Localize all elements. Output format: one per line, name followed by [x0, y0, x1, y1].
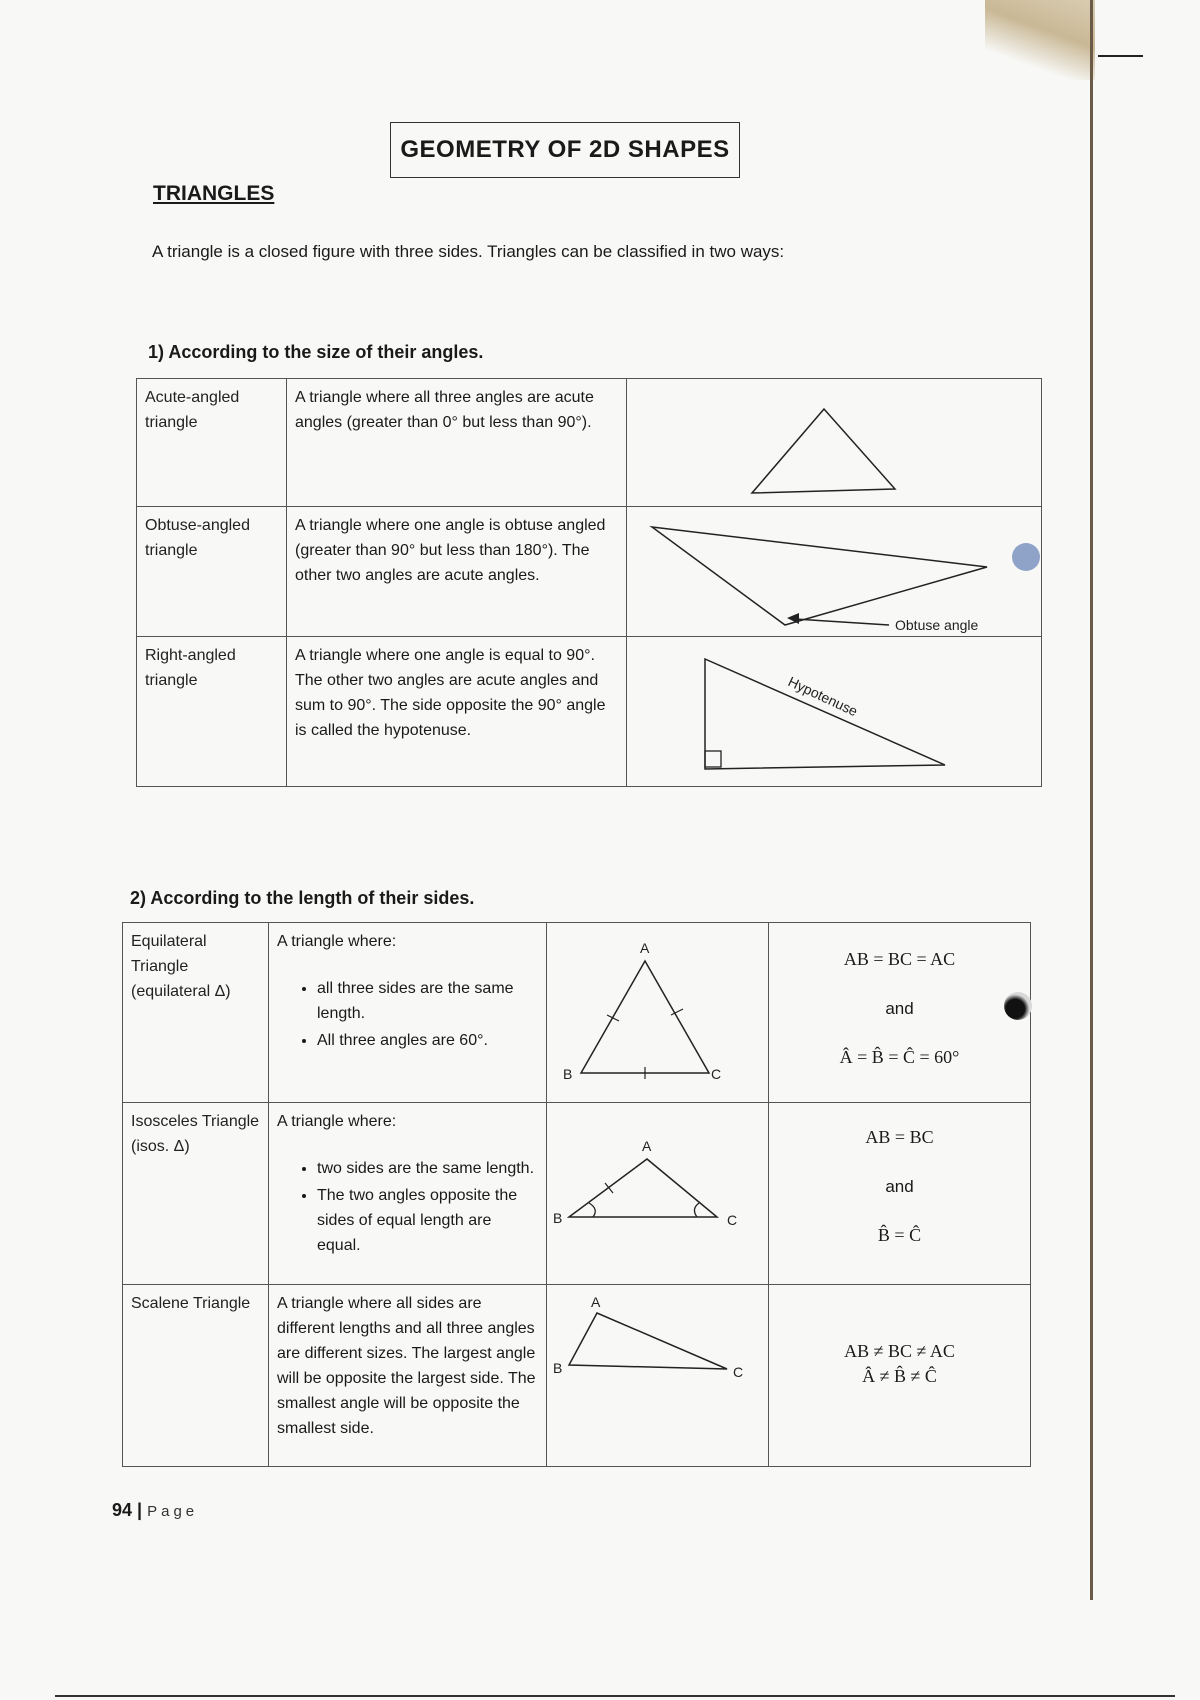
obtuse-angle-label: Obtuse angle [895, 617, 979, 633]
vertex-a-label: A [640, 940, 650, 956]
table-row [123, 1103, 1031, 1285]
right-triangle-figure [627, 637, 1042, 787]
row-description: A triangle where all three angles are acute angles (greater than 0° but less than 90°). [287, 379, 627, 507]
page-right-edge [1090, 0, 1093, 1600]
blue-marker-dot [1012, 543, 1040, 571]
table-row [137, 637, 1042, 787]
page-word: Page [147, 1503, 199, 1520]
row-name: Isosceles Triangle (isos. Δ) [123, 1103, 269, 1285]
list-item: • The two angles opposite the sides of equal length are equal. [317, 1183, 538, 1258]
scalene-triangle-figure [547, 1285, 769, 1467]
vertex-c-label: C [733, 1364, 744, 1380]
ink-mark-dot [1004, 992, 1032, 1020]
label-pointer [795, 619, 889, 625]
row-intro: A triangle where: [277, 1113, 397, 1130]
page-number: 94 [112, 1500, 133, 1520]
vertex-a-label: A [591, 1294, 601, 1310]
acute-triangle-figure [627, 379, 1042, 507]
row-description: A triangle where one angle is obtuse angled (greater than 90° but less than 180°). The other two angles are acute angles. [287, 507, 627, 637]
relations-cell [769, 1103, 1031, 1285]
relation-connector: and [885, 1177, 914, 1196]
acute-triangle-shape [752, 409, 895, 493]
table-row [137, 379, 1042, 507]
row-name: Equilateral Triangle (equilateral Δ) [123, 923, 269, 1103]
sides-section-heading: 2) According to the length of their sides. [130, 888, 475, 908]
isosceles-triangle-figure [547, 1103, 769, 1285]
obtuse-triangle-shape [652, 527, 987, 625]
relation-connector: and [885, 999, 914, 1018]
side-relation: AB = BC = AC [843, 949, 956, 969]
bullet-list [277, 976, 538, 1053]
table-row [137, 507, 1042, 637]
angle-relation: Â = B̂ = Ĉ = 60° [839, 1047, 960, 1067]
angle-relation: Â ≠ B̂ ≠ Ĉ [862, 1366, 937, 1386]
equilateral-triangle-shape [581, 961, 709, 1073]
equilateral-triangle-figure [547, 923, 769, 1103]
vertex-a-label: A [642, 1138, 652, 1154]
right-angle-marker [705, 751, 721, 767]
section-heading: TRIANGLES [153, 182, 275, 205]
list-item: • All three angles are 60°. [317, 1028, 538, 1053]
vertex-b-label: B [563, 1066, 573, 1082]
row-name: Obtuse-angled triangle [137, 507, 287, 637]
vertex-c-label: C [727, 1212, 738, 1228]
row-intro: A triangle where: [277, 933, 397, 950]
side-relation: AB ≠ BC ≠ AC [844, 1341, 955, 1361]
row-description: A triangle where all sides are different lengths and all three angles are different sizes. The largest angle will be opposite the largest side. The smallest angle will be opposite the smallest side. [269, 1285, 547, 1467]
vertex-b-label: B [553, 1210, 563, 1226]
angle-arc-c [694, 1203, 699, 1217]
page-corner-curl [985, 0, 1095, 80]
side-relation: AB = BC [865, 1127, 934, 1147]
intro-paragraph: A triangle is a closed figure with three sides. Triangles can be classified in two ways: [152, 242, 785, 261]
page-title: GEOMETRY OF 2D SHAPES [390, 122, 740, 178]
angle-arc-b [589, 1203, 595, 1217]
edge-mark [1098, 55, 1143, 57]
table-row [123, 1285, 1031, 1467]
row-name: Acute-angled triangle [137, 379, 287, 507]
sides-table [122, 922, 1031, 1467]
table-row [123, 923, 1031, 1103]
row-name: Right-angled triangle [137, 637, 287, 787]
row-description: A triangle where one angle is equal to 90°. The other two angles are acute angles and sum to 90°. The side opposite the 90° angle is called the hypotenuse. [287, 637, 627, 787]
hypotenuse-label: Hypotenuse [785, 673, 861, 720]
page-separator: | [137, 1500, 143, 1520]
angles-section-heading: 1) According to the size of their angles. [148, 342, 484, 362]
scalene-triangle-shape [569, 1313, 727, 1369]
row-name: Scalene Triangle [123, 1285, 269, 1467]
bullet-list [277, 1156, 538, 1258]
page-footer [112, 1500, 198, 1521]
angles-table [136, 378, 1042, 787]
list-item: • two sides are the same length. [317, 1156, 538, 1181]
angle-relation: B̂ = Ĉ [877, 1225, 922, 1245]
vertex-b-label: B [553, 1360, 563, 1376]
list-item: • all three sides are the same length. [317, 976, 538, 1026]
right-triangle-shape [705, 659, 945, 769]
row-description [269, 923, 547, 1103]
page-bottom-edge [55, 1695, 1175, 1697]
relations-cell [769, 923, 1031, 1103]
vertex-c-label: C [711, 1066, 722, 1082]
relations-cell [769, 1285, 1031, 1467]
row-description [269, 1103, 547, 1285]
obtuse-triangle-figure [627, 507, 1042, 637]
